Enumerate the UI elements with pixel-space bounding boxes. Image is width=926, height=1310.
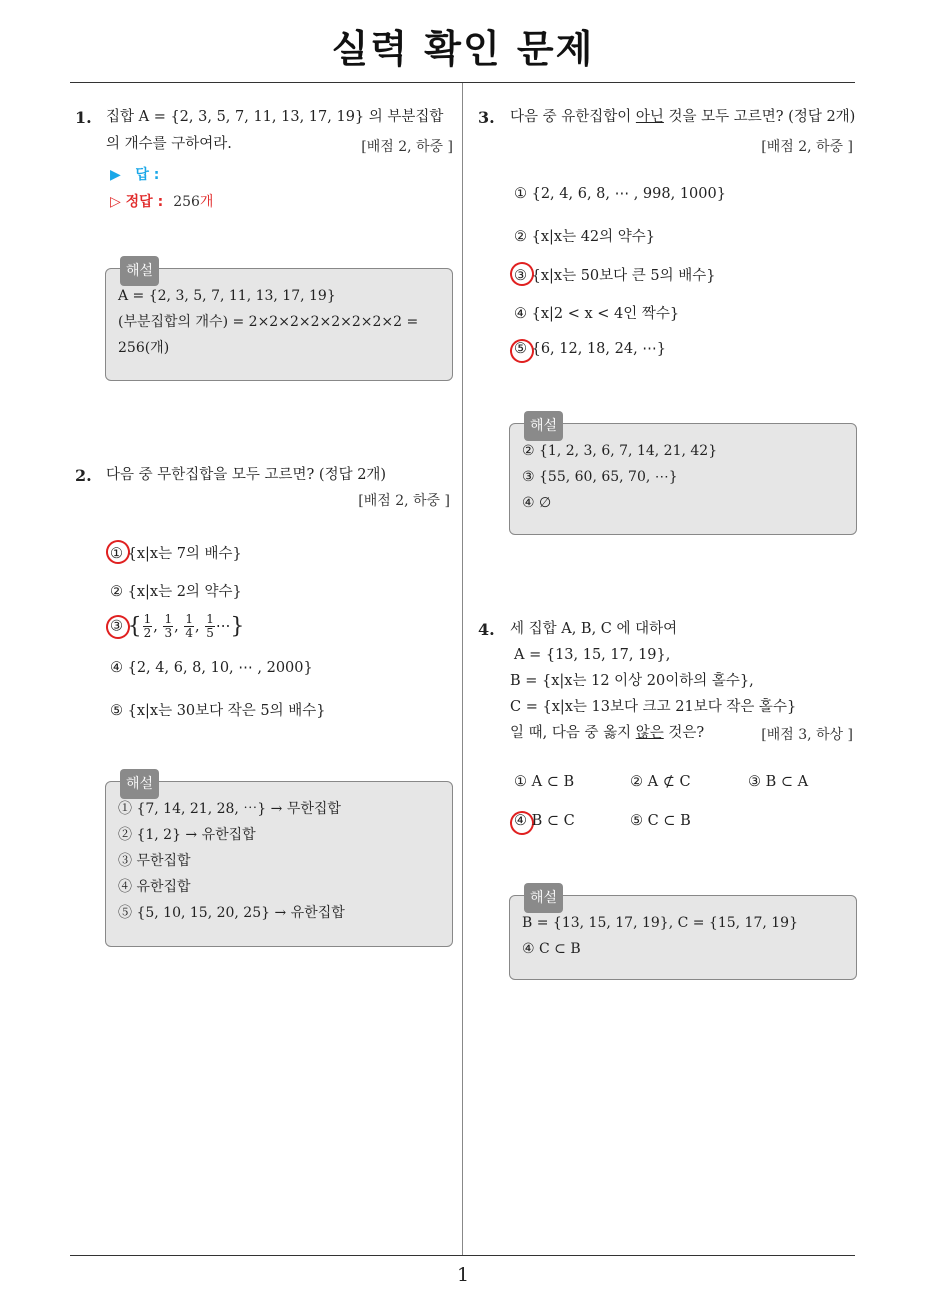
play-icon: ▶ <box>110 167 121 183</box>
q4-option-4[interactable]: ④ B ⊂ C <box>514 813 575 829</box>
page-title: 실력 확인 문제 <box>331 27 595 71</box>
q2-text: 다음 중 무한집합을 모두 고르면? (정답 2개) <box>106 467 387 483</box>
column-divider <box>462 83 463 1255</box>
fraction <box>143 613 153 640</box>
fraction-denominator: 5 <box>206 626 214 640</box>
q3-number: 3. <box>478 108 495 127</box>
bottom-divider <box>70 1255 855 1256</box>
q2-option-4[interactable]: ④ {2, 4, 6, 8, 10, ⋯ , 2000} <box>110 660 313 676</box>
q2-solution-line: ⑤ {5, 10, 15, 20, 25} → 유한집합 <box>118 905 345 921</box>
q2-solution-line: ② {1, 2} → 유한집합 <box>118 827 256 843</box>
q4-option-1[interactable]: ① A ⊂ B <box>514 774 575 790</box>
q4-solution-box <box>509 890 857 980</box>
q3-option-5[interactable]: ⑤ {6, 12, 18, 24, ⋯} <box>514 341 667 357</box>
q4-question-part: 일 때, 다음 중 옳지 <box>510 725 636 741</box>
q2-option-5[interactable]: ⑤ {x|x는 30보다 작은 5의 배수} <box>110 703 326 719</box>
q2-number: 2. <box>75 466 92 485</box>
q3-text-part: 다음 중 유한집합이 <box>510 109 636 125</box>
q2-option-3-marker: ③ <box>110 618 123 635</box>
q3-solution-tag: 해설 <box>524 411 563 441</box>
page-number: 1 <box>456 1264 470 1286</box>
q1-answer-row <box>110 164 159 184</box>
q2-meta: [배점 2, 하중 ] <box>358 493 450 509</box>
q3-text-part: 것을 모두 고르면? (정답 2개) <box>663 109 856 125</box>
q4-solution-line: B = {13, 15, 17, 19}, C = {15, 17, 19} <box>522 915 798 931</box>
ellipsis: ⋯ <box>215 618 231 635</box>
q2-solution-line: ① {7, 14, 21, 28, ⋯} → 무한집합 <box>118 801 341 817</box>
q2-solution-box <box>105 776 453 947</box>
q4-option-3[interactable]: ③ B ⊂ A <box>748 774 809 790</box>
q2-solution-line: ④ 유한집합 <box>118 879 191 895</box>
q1-solution-line: 256(개) <box>118 340 170 356</box>
q1-solution-line: A = {2, 3, 5, 7, 11, 13, 17, 19} <box>118 288 336 304</box>
q1-correct-label: 정답 : <box>125 194 164 210</box>
fraction <box>163 613 173 640</box>
q4-question-part: 것은? <box>663 725 705 741</box>
q4-lead: 세 집합 A, B, C 에 대하여 <box>510 621 678 637</box>
q4-solution-line: ④ C ⊂ B <box>522 941 581 957</box>
q4-option-5[interactable]: ⑤ C ⊂ B <box>630 813 691 829</box>
q2-option-3[interactable]: ③ { $\frac{1}{2}$ , $\frac{1}{3}$ , $\frac{1}{4}$ , $\frac{1}{5}$ ⋯} <box>110 612 245 640</box>
q1-answer-label: 답 : <box>135 167 160 183</box>
q3-solution-line: ③ {55, 60, 65, 70, ⋯} <box>522 469 678 485</box>
q3-option-2[interactable]: ② {x|x는 42의 약수} <box>514 229 655 245</box>
q2-solution-line: ③ 무한집합 <box>118 853 191 869</box>
open-brace: { <box>127 614 142 639</box>
q1-number: 1. <box>75 108 92 127</box>
fraction-denominator: 4 <box>185 626 193 640</box>
q4-option-2[interactable]: ② A ⊄ C <box>630 774 691 790</box>
q1-correct-value: 256 <box>173 194 200 210</box>
q3-text-emphasis: 아닌 <box>635 109 664 125</box>
q4-number: 4. <box>478 620 495 639</box>
q1-solution-line: (부분집합의 개수) = 2×2×2×2×2×2×2×2 = <box>118 314 419 330</box>
q2-option-1[interactable]: ① {x|x는 7의 배수} <box>110 546 242 562</box>
q3-text <box>510 104 860 131</box>
close-brace: } <box>230 614 245 639</box>
q1-solution-box <box>105 263 453 381</box>
play-outline-icon: ▷ <box>110 194 121 210</box>
q3-solution-box <box>509 418 857 535</box>
fraction-denominator: 3 <box>164 626 173 640</box>
q3-option-3[interactable]: ③ {x|x는 50보다 큰 5의 배수} <box>514 268 716 284</box>
q3-solution-line: ④ ∅ <box>522 495 552 511</box>
q4-set-a: A = {13, 15, 17, 19}, <box>514 647 671 663</box>
q4-question-emphasis: 않은 <box>635 725 664 741</box>
fraction-denominator: 2 <box>143 626 152 640</box>
q1-meta: [배점 2, 하중 ] <box>361 139 453 155</box>
q1-solution-tag: 해설 <box>120 256 159 286</box>
q3-solution-line: ② {1, 2, 3, 6, 7, 14, 21, 42} <box>522 443 718 459</box>
fraction-numerator: 1 <box>164 612 173 626</box>
fraction <box>184 613 194 640</box>
q3-option-4[interactable]: ④ {x|2 < x < 4인 짝수} <box>514 306 680 322</box>
q1-correct-row <box>110 191 213 211</box>
fraction-numerator: 1 <box>143 612 152 626</box>
q4-question <box>510 720 704 747</box>
q4-meta: [배점 3, 하상 ] <box>761 727 853 743</box>
q3-meta: [배점 2, 하중 ] <box>761 139 853 155</box>
q2-solution-tag: 해설 <box>120 769 159 799</box>
fraction-numerator: 1 <box>206 612 214 626</box>
q4-solution-tag: 해설 <box>524 883 563 913</box>
q2-option-2[interactable]: ② {x|x는 2의 약수} <box>110 584 242 600</box>
fraction <box>205 613 215 640</box>
q4-set-c: C = {x|x는 13보다 크고 21보다 작은 홀수} <box>510 699 797 715</box>
fraction-numerator: 1 <box>185 612 193 626</box>
q1-correct-unit: 개 <box>199 194 214 210</box>
q4-set-b: B = {x|x는 12 이상 20이하의 홀수}, <box>510 673 754 689</box>
q1-text: 집합 A = {2, 3, 5, 7, 11, 13, 17, 19} 의 부분집합의 개수를 구하여라. <box>106 109 444 152</box>
q3-option-1[interactable]: ① {2, 4, 6, 8, ⋯ , 998, 1000} <box>514 186 726 202</box>
